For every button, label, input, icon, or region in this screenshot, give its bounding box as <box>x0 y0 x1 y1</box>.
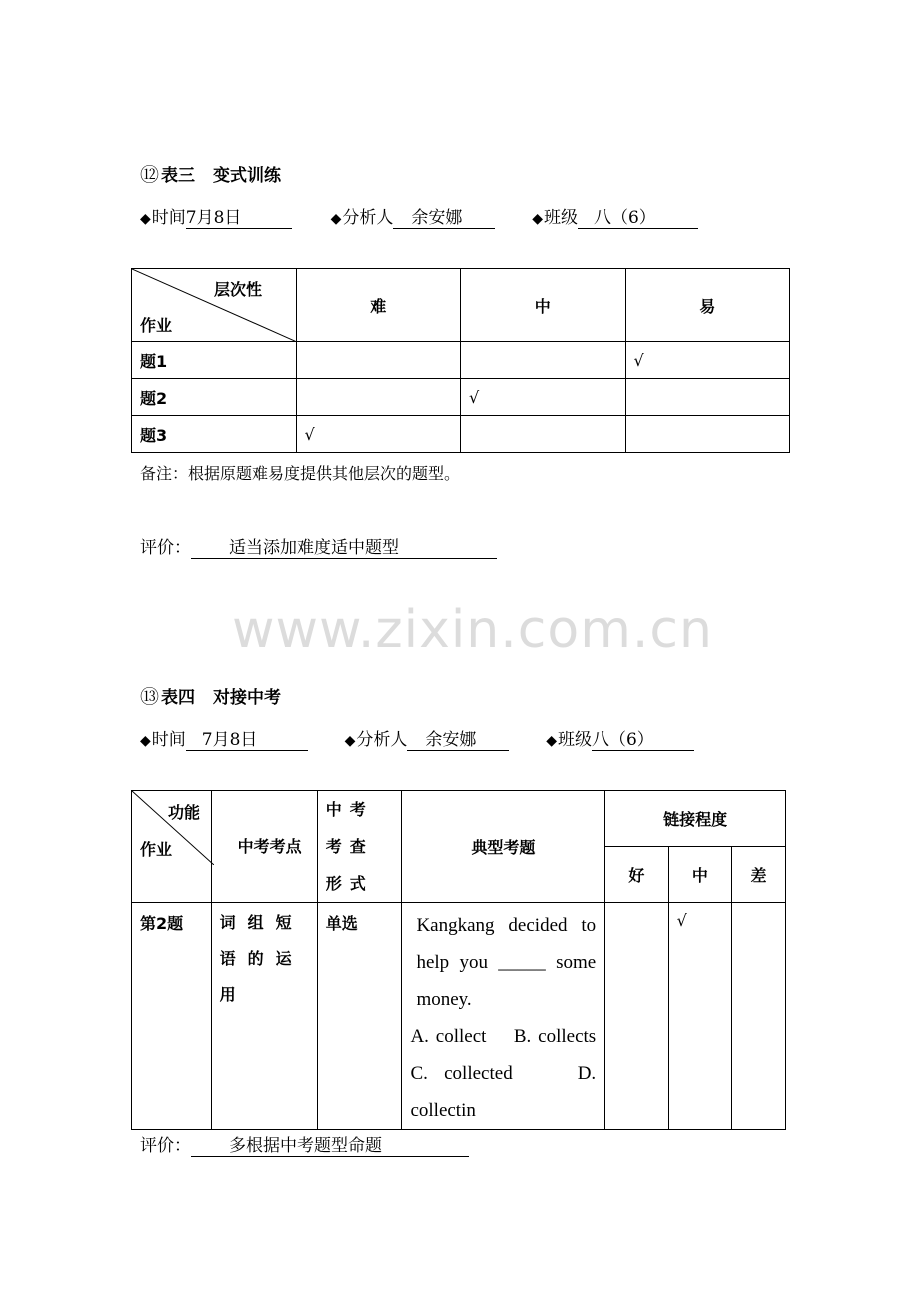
table-row <box>132 903 786 1130</box>
section3-number: ⑫ <box>140 164 160 186</box>
check-cell <box>732 903 786 1130</box>
check-cell: √ <box>461 379 626 416</box>
section3-title: 变式训练 <box>213 166 282 186</box>
section3-meta <box>140 203 698 229</box>
row-point: 词组短语的运用 <box>211 903 317 1130</box>
analyst-label: 分析人 <box>356 730 408 750</box>
time-label: 时间 <box>151 730 186 750</box>
diag-bottom-label: 作业 <box>140 840 173 859</box>
col-header-easy: 易 <box>625 269 790 342</box>
evaluation-label: 评价： <box>140 538 191 558</box>
section4-number: ⑬ <box>140 686 160 708</box>
section3-evaluation <box>140 533 497 559</box>
diamond-icon: ◆ <box>532 211 543 227</box>
class-label: 班级 <box>557 730 592 750</box>
table-row <box>132 342 790 379</box>
section4-evaluation <box>140 1131 469 1157</box>
check-cell: √ <box>296 416 461 453</box>
diamond-icon: ◆ <box>344 733 356 749</box>
evaluation-value: 多根据中考题型命题 <box>191 1136 469 1157</box>
row-example <box>402 903 616 1130</box>
row-label: 题1 <box>132 342 297 379</box>
example-options: A. collect B. collects C. collected D. collectin <box>410 1026 616 1121</box>
section4-label: 表四 <box>161 688 196 708</box>
section3-heading <box>140 160 281 187</box>
section4-title: 对接中考 <box>213 688 282 708</box>
watermark: www.zixin.com.cn <box>232 600 713 660</box>
link-level-poor: 差 <box>732 847 786 903</box>
analyst-value: 余安娜 <box>407 730 509 751</box>
class-label: 班级 <box>543 208 578 228</box>
time-value: 7月8日 <box>186 730 308 751</box>
example-question: Kangkang decided to help you _____ some money. <box>416 915 597 1010</box>
check-cell: √ <box>668 903 731 1130</box>
class-value: 八（6） <box>592 730 694 751</box>
diamond-icon: ◆ <box>140 733 151 749</box>
col-header-medium: 中 <box>461 269 626 342</box>
row-label: 题3 <box>132 416 297 453</box>
check-cell <box>296 379 461 416</box>
section4-table <box>131 790 786 1130</box>
table-row <box>132 416 790 453</box>
check-cell <box>461 416 626 453</box>
section4-meta <box>140 725 694 751</box>
col-header-point: 中考考点 <box>211 791 317 903</box>
section3-table <box>131 268 790 453</box>
section3-note: 备注：根据原题难易度提供其他层次的题型。 <box>140 464 461 483</box>
row-form: 单选 <box>317 903 402 1130</box>
time-label: 时间 <box>151 208 186 228</box>
table-row <box>132 379 790 416</box>
section4-heading <box>140 682 281 709</box>
section3-label: 表三 <box>161 166 196 186</box>
link-level-medium: 中 <box>668 847 731 903</box>
class-value: 八（6） <box>578 208 698 229</box>
col-header-example: 典型考题 <box>402 791 605 903</box>
check-cell <box>625 416 790 453</box>
time-value: 7月8日 <box>186 208 292 229</box>
analyst-label: 分析人 <box>342 208 394 228</box>
diamond-icon: ◆ <box>546 733 557 749</box>
check-cell <box>461 342 626 379</box>
col-header-hard: 难 <box>296 269 461 342</box>
evaluation-label: 评价： <box>140 1136 191 1156</box>
check-cell: √ <box>625 342 790 379</box>
diamond-icon: ◆ <box>330 211 342 227</box>
diag-top-label: 功能 <box>168 803 201 822</box>
col-header-form: 中考考查形式 <box>317 791 402 903</box>
diamond-icon: ◆ <box>140 211 151 227</box>
link-level-good: 好 <box>605 847 668 903</box>
diagonal-header-cell <box>132 269 297 342</box>
diagonal-header-cell <box>132 791 212 903</box>
col-header-link: 链接程度 <box>605 791 786 847</box>
row-label: 题2 <box>132 379 297 416</box>
analyst-value: 余安娜 <box>393 208 495 229</box>
check-cell <box>296 342 461 379</box>
check-cell <box>625 379 790 416</box>
diag-bottom-label: 作业 <box>140 316 173 335</box>
evaluation-value: 适当添加难度适中题型 <box>191 538 497 559</box>
row-label: 第2题 <box>132 903 212 1130</box>
check-cell <box>605 903 668 1130</box>
diag-top-label: 层次性 <box>214 280 263 299</box>
